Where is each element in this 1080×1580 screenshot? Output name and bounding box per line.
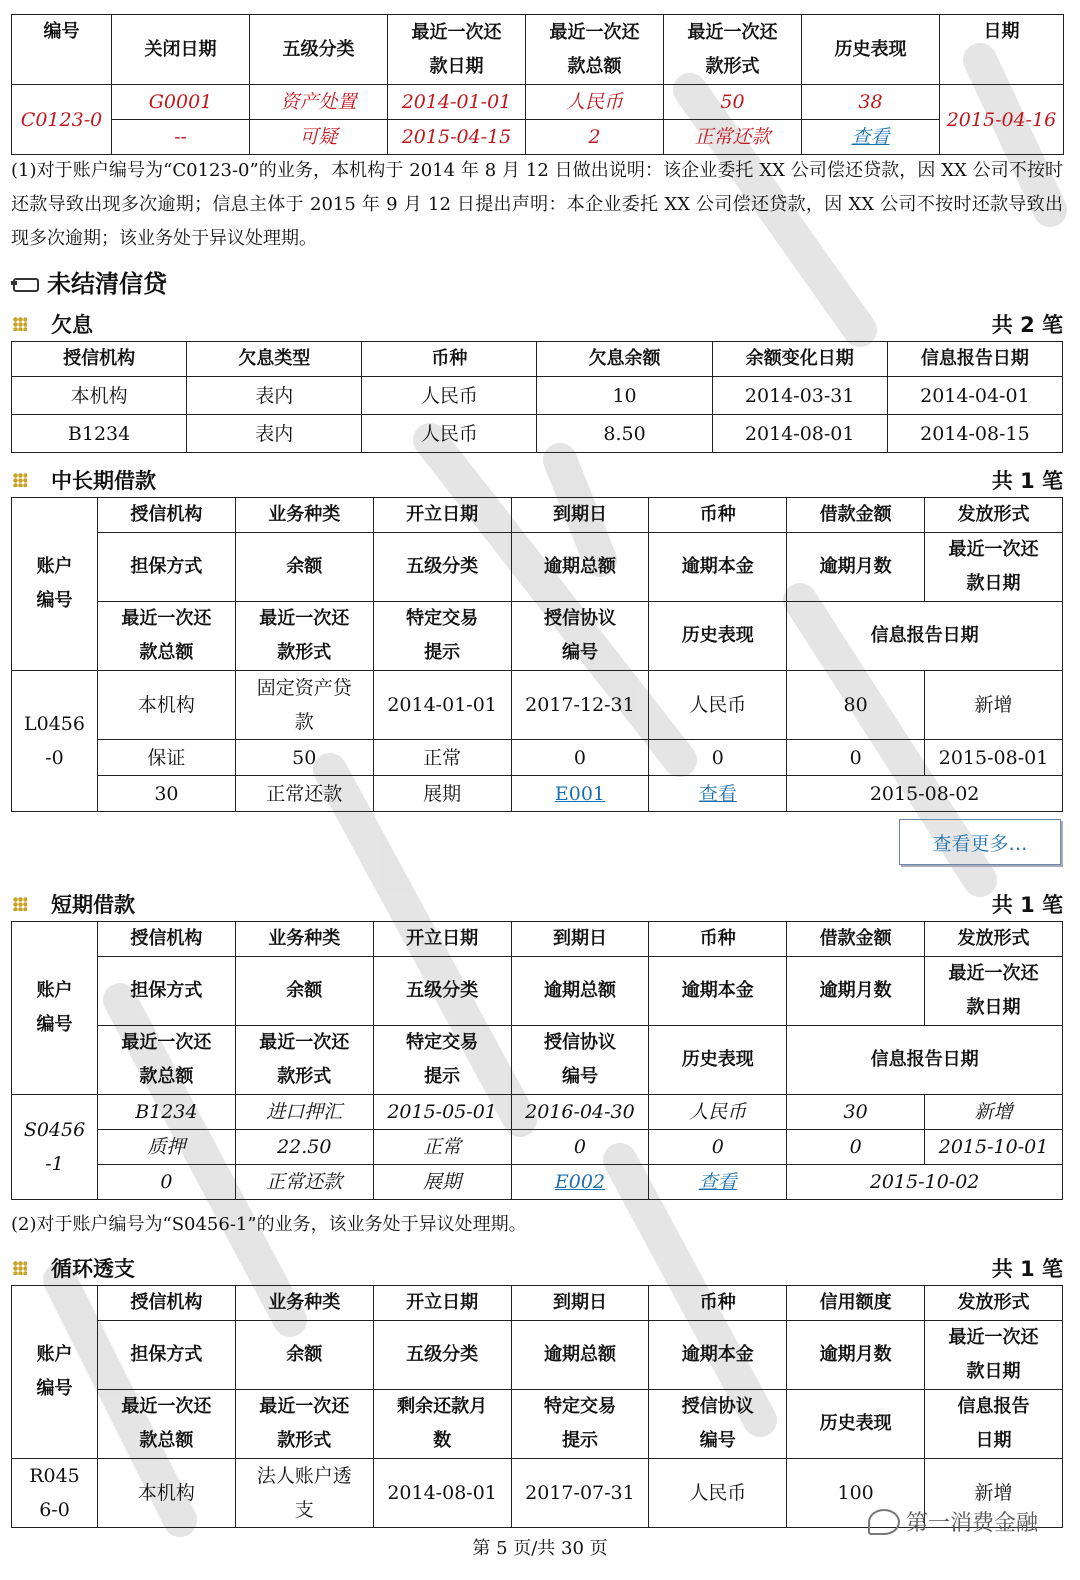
cell: 30 bbox=[787, 1095, 925, 1130]
cell: 2014-08-15 bbox=[887, 415, 1062, 453]
cell: 2015-05-01 bbox=[373, 1095, 511, 1130]
cell: 2017-07-31 bbox=[511, 1459, 649, 1528]
header: 余额 bbox=[235, 1321, 373, 1390]
header bbox=[511, 602, 649, 671]
cell: 质押 bbox=[98, 1130, 236, 1165]
cell: 2015-10-01 bbox=[925, 1130, 1063, 1165]
header: 担保方式 bbox=[98, 957, 236, 1026]
header-text: 授信协议编号 bbox=[681, 1396, 754, 1451]
header-text: 授信协议编号 bbox=[543, 608, 616, 663]
cell: 可疑 bbox=[250, 120, 388, 155]
header: 授信机构 bbox=[12, 342, 187, 377]
table-row bbox=[12, 1130, 1063, 1165]
header: 开立日期 bbox=[373, 922, 511, 957]
header: 历史表现 bbox=[649, 602, 787, 671]
dots-icon bbox=[13, 897, 27, 911]
header: 到期日 bbox=[511, 1286, 649, 1321]
header: 逾期本金 bbox=[649, 533, 787, 602]
cell: 0 bbox=[649, 1130, 787, 1165]
cell: 展期 bbox=[373, 776, 511, 812]
history-cell bbox=[802, 120, 940, 155]
table-row bbox=[12, 120, 1064, 155]
header: 业务种类 bbox=[235, 1286, 373, 1321]
header-text: 信息报告日期 bbox=[957, 1396, 1030, 1451]
pointing-hand-icon bbox=[11, 272, 39, 292]
view-history-link[interactable]: 查看 bbox=[851, 126, 890, 148]
header: 余额 bbox=[235, 533, 373, 602]
header: 授信机构 bbox=[98, 1286, 236, 1321]
short-loan-count: 共 1 笔 bbox=[991, 893, 1063, 917]
cell: 资产处置 bbox=[250, 85, 388, 120]
cell: 0 bbox=[511, 1130, 649, 1165]
header: 余额 bbox=[235, 957, 373, 1026]
cell: 2014-01-01 bbox=[373, 671, 511, 740]
cell: 100 bbox=[787, 1459, 925, 1528]
header: 逾期本金 bbox=[649, 957, 787, 1026]
cell: 2017-12-31 bbox=[511, 671, 649, 740]
cell: 0 bbox=[98, 1165, 236, 1200]
header-text: 最近一次还款形式 bbox=[259, 608, 350, 663]
header bbox=[98, 1390, 236, 1459]
header: 开立日期 bbox=[373, 1286, 511, 1321]
cell: 人民币 bbox=[526, 85, 664, 120]
arrears-table bbox=[11, 341, 1063, 453]
cell: 展期 bbox=[373, 1165, 511, 1200]
header-text: 最近一次还款日期 bbox=[948, 963, 1039, 1018]
cell: 2014-08-01 bbox=[712, 415, 887, 453]
account-id bbox=[12, 671, 98, 812]
cell: 50 bbox=[664, 85, 802, 120]
account-id bbox=[12, 1095, 98, 1200]
account-label bbox=[12, 498, 98, 671]
label-text: 账户编号 bbox=[36, 980, 73, 1035]
cell: 正常 bbox=[373, 1130, 511, 1165]
cell: G0001 bbox=[112, 85, 250, 120]
table-row bbox=[12, 1165, 1063, 1200]
header: 授信机构 bbox=[98, 498, 236, 533]
long-loan-title: 中长期借款 bbox=[51, 469, 156, 493]
header-last-pay-date bbox=[388, 15, 526, 85]
history-cell bbox=[649, 776, 787, 812]
header: 逾期月数 bbox=[787, 533, 925, 602]
header: 发放形式 bbox=[925, 1286, 1063, 1321]
long-loan-table bbox=[11, 497, 1063, 812]
header: 五级分类 bbox=[373, 533, 511, 602]
header-text: 最近一次还款总额 bbox=[121, 1396, 212, 1451]
wechat-icon bbox=[868, 1509, 900, 1535]
history-cell bbox=[649, 1165, 787, 1200]
cell: 人民币 bbox=[649, 671, 787, 740]
header: 欠息余额 bbox=[537, 342, 712, 377]
revolving-heading bbox=[11, 1253, 1063, 1283]
cell-text: 固定资产贷款 bbox=[256, 677, 352, 733]
cell: 0 bbox=[511, 740, 649, 776]
header: 发放形式 bbox=[925, 922, 1063, 957]
agreement-link[interactable]: E001 bbox=[554, 782, 606, 805]
cell: 10 bbox=[537, 377, 712, 415]
note-2: (2)对于账户编号为“S0456-1”的业务，该业务处于异议处理期。 bbox=[11, 1214, 527, 1235]
header bbox=[98, 602, 236, 671]
cell: 新增 bbox=[925, 1459, 1063, 1528]
header bbox=[511, 1390, 649, 1459]
agreement-link[interactable]: E002 bbox=[554, 1171, 606, 1193]
account-label bbox=[12, 1286, 98, 1459]
header bbox=[511, 1026, 649, 1095]
wechat-text: 第一消费金融 bbox=[905, 1511, 1038, 1536]
cell bbox=[235, 1459, 373, 1528]
cell: 正常还款 bbox=[235, 1165, 373, 1200]
cell: 新增 bbox=[925, 671, 1063, 740]
header-text: 最近一次还款形式 bbox=[687, 21, 778, 77]
cell: 本机构 bbox=[98, 1459, 236, 1528]
header: 逾期月数 bbox=[787, 1321, 925, 1390]
header: 借款金额 bbox=[787, 922, 925, 957]
cell: 正常 bbox=[373, 740, 511, 776]
header-close-date: 关闭日期 bbox=[112, 15, 250, 85]
header bbox=[373, 1390, 511, 1459]
table-row bbox=[12, 377, 1063, 415]
header-id: 编号 bbox=[12, 15, 112, 85]
cell: 8.50 bbox=[537, 415, 712, 453]
cell: 2014-03-31 bbox=[712, 377, 887, 415]
cell: 0 bbox=[787, 1130, 925, 1165]
cell: 50 bbox=[235, 740, 373, 776]
cell: 22.50 bbox=[235, 1130, 373, 1165]
header-text: 特定交易提示 bbox=[406, 1032, 479, 1087]
header-text: 最近一次还款日期 bbox=[411, 21, 502, 77]
header: 信息报告日期 bbox=[787, 602, 1063, 671]
closed-account-table bbox=[11, 14, 1064, 155]
cell: 2015-08-02 bbox=[787, 776, 1063, 812]
table-row bbox=[12, 415, 1063, 453]
id-text: L0456-0 bbox=[24, 713, 85, 769]
header bbox=[373, 1026, 511, 1095]
agreement-cell bbox=[511, 776, 649, 812]
cell: 人民币 bbox=[362, 377, 537, 415]
cell bbox=[235, 671, 373, 740]
table-row bbox=[12, 85, 1064, 120]
agreement-cell bbox=[511, 1165, 649, 1200]
cell: 2015-08-01 bbox=[925, 740, 1063, 776]
cell: 表内 bbox=[187, 377, 362, 415]
header: 信用额度 bbox=[787, 1286, 925, 1321]
header: 历史表现 bbox=[787, 1390, 925, 1459]
header-text: 最近一次还款总额 bbox=[121, 1032, 212, 1087]
header-text: 最近一次还款总额 bbox=[549, 21, 640, 77]
header-class: 五级分类 bbox=[250, 15, 388, 85]
cell: B1234 bbox=[12, 415, 187, 453]
header: 币种 bbox=[649, 1286, 787, 1321]
cell: 2014-08-01 bbox=[373, 1459, 511, 1528]
short-loan-title: 短期借款 bbox=[51, 893, 135, 917]
header bbox=[925, 957, 1063, 1026]
arrears-count: 共 2 笔 bbox=[991, 313, 1063, 337]
header: 担保方式 bbox=[98, 533, 236, 602]
header: 逾期总额 bbox=[511, 1321, 649, 1390]
cell: 38 bbox=[802, 85, 940, 120]
header: 信息报告日期 bbox=[887, 342, 1062, 377]
header: 余额变化日期 bbox=[712, 342, 887, 377]
dots-icon bbox=[13, 1261, 27, 1275]
cell: 进口押汇 bbox=[235, 1095, 373, 1130]
header: 逾期本金 bbox=[649, 1321, 787, 1390]
note-1: (1)对于账户编号为“C0123-0”的业务，本机构于 2014 年 8 月 12 日做出说明：该企业委托 XX 公司偿还贷款，因 XX 公司不按时还款导致出现多次逾期；信息主体于 2015 年 9 月 12 日提出声明：本企业委托 XX 公司偿还贷款，因 XX 公司不按时还款导致出现多次逾期；该业务处于异议处理期。 bbox=[11, 160, 1063, 249]
section-title: 未结清信贷 bbox=[47, 270, 167, 298]
view-more-button[interactable]: 查看更多… bbox=[899, 819, 1061, 865]
header: 欠息类型 bbox=[187, 342, 362, 377]
cell: 正常还款 bbox=[235, 776, 373, 812]
cell: 30 bbox=[98, 776, 236, 812]
header bbox=[925, 1321, 1063, 1390]
header-text: 最近一次还款日期 bbox=[948, 539, 1039, 594]
table-row bbox=[12, 776, 1063, 812]
header bbox=[235, 602, 373, 671]
header: 五级分类 bbox=[373, 957, 511, 1026]
header: 到期日 bbox=[511, 922, 649, 957]
header: 逾期总额 bbox=[511, 957, 649, 1026]
label-text: 账户编号 bbox=[36, 1344, 73, 1399]
section-heading bbox=[11, 264, 167, 299]
header: 到期日 bbox=[511, 498, 649, 533]
id-text: R0456-0 bbox=[29, 1465, 80, 1521]
header: 业务种类 bbox=[235, 498, 373, 533]
header: 币种 bbox=[362, 342, 537, 377]
short-loan-table bbox=[11, 921, 1063, 1200]
page-footer: 第 5 页/共 30 页 bbox=[472, 1538, 608, 1559]
long-loan-heading bbox=[11, 465, 1063, 495]
table-row bbox=[12, 671, 1063, 740]
header: 发放形式 bbox=[925, 498, 1063, 533]
header-text: 最近一次还款形式 bbox=[259, 1032, 350, 1087]
header-text: 特定交易提示 bbox=[543, 1396, 616, 1451]
account-label bbox=[12, 922, 98, 1095]
cell: 人民币 bbox=[649, 1459, 787, 1528]
header-date: 日期 bbox=[940, 15, 1064, 85]
revolving-count: 共 1 笔 bbox=[991, 1257, 1063, 1281]
cell: 80 bbox=[787, 671, 925, 740]
header-text: 最近一次还款形式 bbox=[259, 1396, 350, 1451]
revolving-table bbox=[11, 1285, 1063, 1528]
header: 授信机构 bbox=[98, 922, 236, 957]
view-history-link[interactable]: 查看 bbox=[698, 782, 737, 805]
header bbox=[235, 1390, 373, 1459]
cell: 2014-01-01 bbox=[388, 85, 526, 120]
header: 逾期总额 bbox=[511, 533, 649, 602]
cell-text: 法人账户透支 bbox=[256, 1465, 352, 1521]
long-loan-count: 共 1 笔 bbox=[991, 469, 1063, 493]
header: 币种 bbox=[649, 498, 787, 533]
cell: 本机构 bbox=[12, 377, 187, 415]
cell: 0 bbox=[649, 740, 787, 776]
label-text: 账户编号 bbox=[36, 556, 73, 611]
cell: -- bbox=[112, 120, 250, 155]
header: 业务种类 bbox=[235, 922, 373, 957]
view-history-link[interactable]: 查看 bbox=[698, 1171, 737, 1193]
dots-icon bbox=[13, 473, 27, 487]
header-text: 特定交易提示 bbox=[406, 608, 479, 663]
cell: 2016-04-30 bbox=[511, 1095, 649, 1130]
cell: 2 bbox=[526, 120, 664, 155]
header bbox=[235, 1026, 373, 1095]
report-date: 2015-04-16 bbox=[940, 85, 1064, 155]
header-text: 剩余还款月数 bbox=[397, 1396, 488, 1451]
header bbox=[649, 1390, 787, 1459]
cell: 人民币 bbox=[362, 415, 537, 453]
arrears-title: 欠息 bbox=[51, 313, 93, 337]
header: 历史表现 bbox=[649, 1026, 787, 1095]
header: 借款金额 bbox=[787, 498, 925, 533]
header: 担保方式 bbox=[98, 1321, 236, 1390]
header-last-pay-amount bbox=[526, 15, 664, 85]
header: 币种 bbox=[649, 922, 787, 957]
cell: 2015-10-02 bbox=[787, 1165, 1063, 1200]
account-id: C0123-0 bbox=[12, 85, 112, 155]
cell: 表内 bbox=[187, 415, 362, 453]
table-row bbox=[12, 1095, 1063, 1130]
dots-icon bbox=[13, 317, 27, 331]
header-text: 授信协议编号 bbox=[543, 1032, 616, 1087]
short-loan-heading bbox=[11, 889, 1063, 919]
header: 开立日期 bbox=[373, 498, 511, 533]
header: 逾期月数 bbox=[787, 957, 925, 1026]
cell: 新增 bbox=[925, 1095, 1063, 1130]
header: 五级分类 bbox=[373, 1321, 511, 1390]
header-last-pay-form bbox=[664, 15, 802, 85]
header: 信息报告日期 bbox=[787, 1026, 1063, 1095]
arrears-heading bbox=[11, 309, 1063, 339]
cell: 2014-04-01 bbox=[887, 377, 1062, 415]
header bbox=[925, 533, 1063, 602]
cell: 人民币 bbox=[649, 1095, 787, 1130]
header bbox=[98, 1026, 236, 1095]
cell: 0 bbox=[787, 740, 925, 776]
cell: 本机构 bbox=[98, 671, 236, 740]
header-text: 最近一次还款总额 bbox=[121, 608, 212, 663]
cell: 2015-04-15 bbox=[388, 120, 526, 155]
header bbox=[373, 602, 511, 671]
id-text: S0456-1 bbox=[23, 1119, 86, 1175]
header bbox=[925, 1390, 1063, 1459]
cell: B1234 bbox=[98, 1095, 236, 1130]
wechat-watermark bbox=[868, 1506, 1038, 1537]
table-row bbox=[12, 740, 1063, 776]
cell: 保证 bbox=[98, 740, 236, 776]
header-history: 历史表现 bbox=[802, 15, 940, 85]
header-text: 最近一次还款日期 bbox=[948, 1327, 1039, 1382]
revolving-title: 循环透支 bbox=[51, 1257, 135, 1281]
account-id bbox=[12, 1459, 98, 1528]
cell: 正常还款 bbox=[664, 120, 802, 155]
